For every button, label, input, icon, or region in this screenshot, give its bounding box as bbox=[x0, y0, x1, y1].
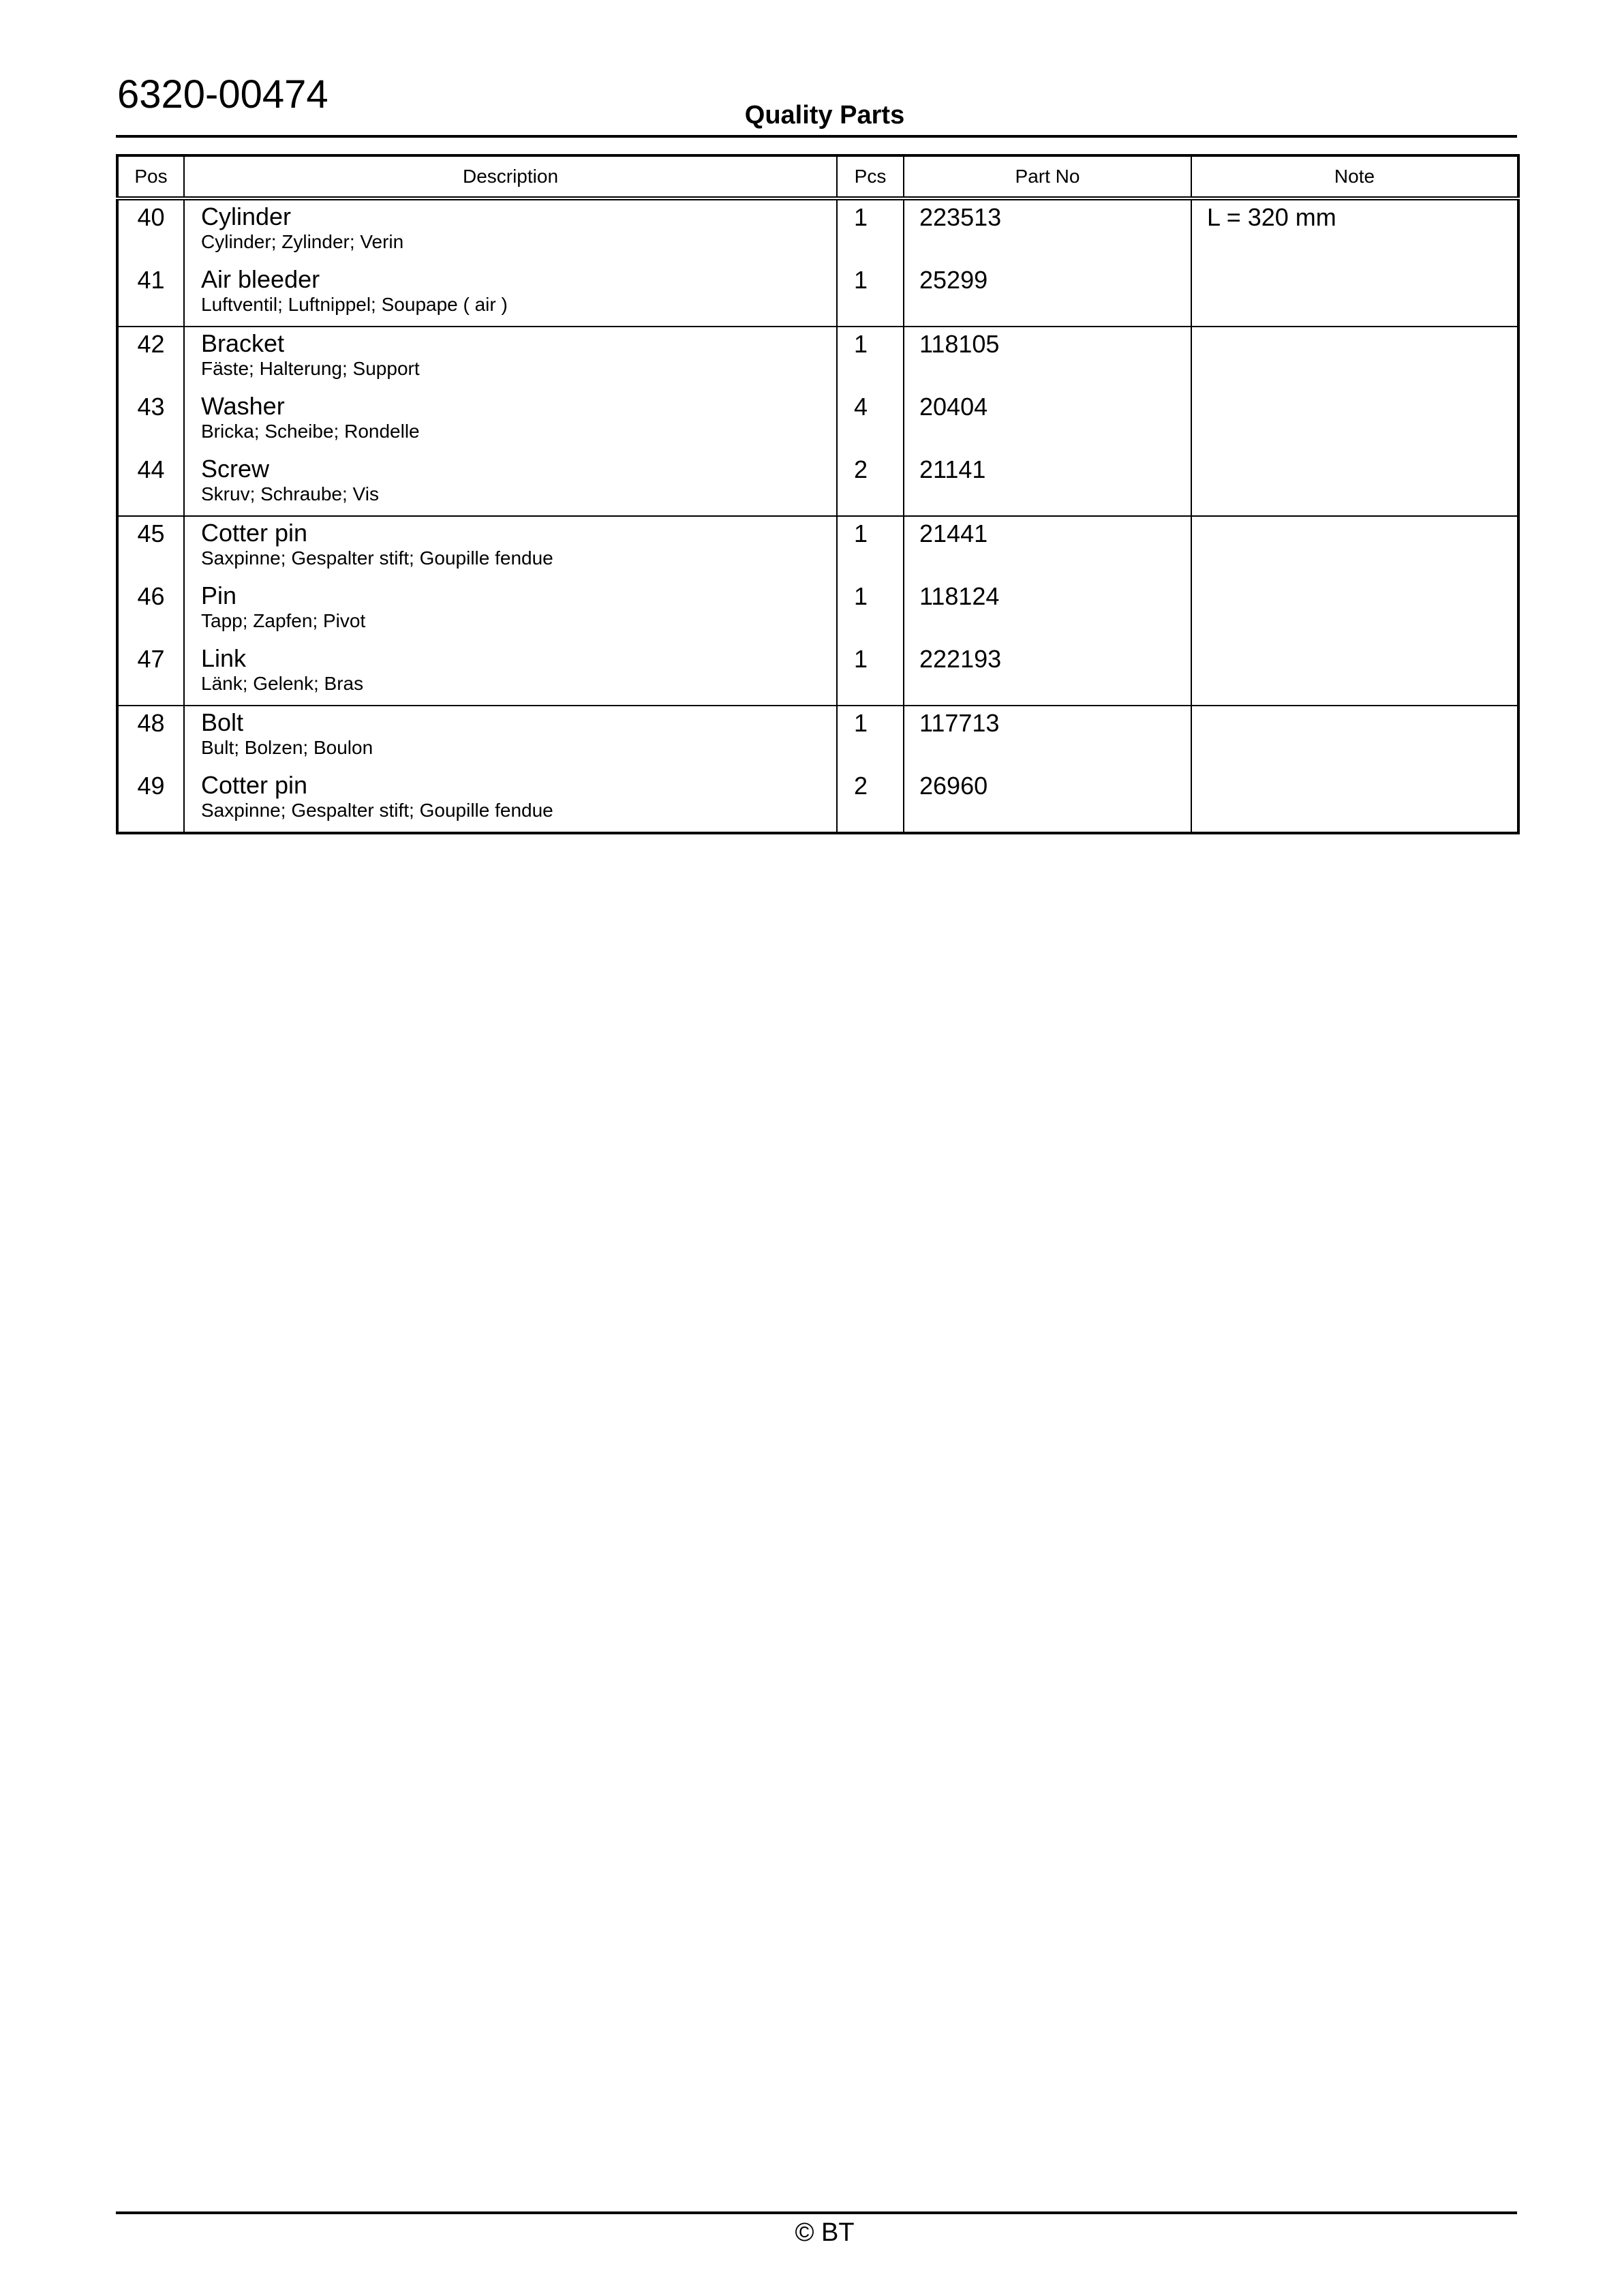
pos-cell bbox=[117, 327, 184, 390]
part-no-cell bbox=[904, 706, 1191, 769]
part-translations: Luftventil; Luftnippel; Soupape ( air ) bbox=[201, 294, 508, 315]
column-header-note: Note bbox=[1191, 155, 1518, 198]
part-no-cell-text: 222193 bbox=[919, 645, 1002, 673]
part-no-cell-text: 118124 bbox=[919, 582, 1000, 610]
part-translations: Bricka; Scheibe; Rondelle bbox=[201, 421, 420, 442]
pcs-cell bbox=[837, 706, 904, 769]
part-no-cell-text: 21441 bbox=[919, 519, 988, 547]
description-cell bbox=[184, 516, 837, 579]
footer-divider bbox=[116, 2211, 1517, 2214]
part-translations: Saxpinne; Gespalter stift; Goupille fendue bbox=[201, 547, 553, 569]
note-cell bbox=[1191, 198, 1518, 263]
pcs-cell-text: 1 bbox=[854, 203, 868, 231]
part-name: Washer bbox=[201, 392, 285, 420]
document-title: Quality Parts bbox=[744, 101, 905, 130]
table-row bbox=[117, 516, 1518, 579]
part-no-cell bbox=[904, 453, 1191, 516]
pcs-cell-text: 4 bbox=[854, 393, 868, 421]
part-no-cell bbox=[904, 642, 1191, 706]
description-cell bbox=[184, 579, 837, 642]
pos-cell-text: 44 bbox=[137, 455, 165, 483]
table-row bbox=[117, 706, 1518, 769]
note-cell bbox=[1191, 769, 1518, 833]
part-name: Screw bbox=[201, 455, 270, 483]
pos-cell bbox=[117, 579, 184, 642]
part-name: Bolt bbox=[201, 708, 244, 736]
pos-cell-text: 41 bbox=[137, 266, 165, 294]
table-row bbox=[117, 579, 1518, 642]
column-header-pcs: Pcs bbox=[837, 155, 904, 198]
pcs-cell-text: 1 bbox=[854, 330, 868, 358]
pos-cell-text: 42 bbox=[137, 330, 165, 358]
part-no-cell bbox=[904, 516, 1191, 579]
part-translations: Skruv; Schraube; Vis bbox=[201, 483, 379, 504]
pos-cell bbox=[117, 516, 184, 579]
part-no-cell bbox=[904, 390, 1191, 453]
part-no-cell-text: 26960 bbox=[919, 772, 988, 800]
pcs-cell-text: 1 bbox=[854, 709, 868, 737]
pcs-cell bbox=[837, 327, 904, 390]
pos-cell bbox=[117, 706, 184, 769]
pcs-cell bbox=[837, 769, 904, 833]
pcs-cell-text: 2 bbox=[854, 455, 868, 483]
part-name: Link bbox=[201, 644, 247, 672]
pcs-cell-text: 1 bbox=[854, 645, 868, 673]
pos-cell bbox=[117, 390, 184, 453]
note-cell bbox=[1191, 453, 1518, 516]
table-row bbox=[117, 769, 1518, 833]
pos-cell bbox=[117, 198, 184, 263]
pcs-cell bbox=[837, 642, 904, 706]
table-row bbox=[117, 198, 1518, 263]
pcs-cell-text: 1 bbox=[854, 519, 868, 547]
part-name: Bracket bbox=[201, 329, 285, 357]
description-cell bbox=[184, 263, 837, 327]
pos-cell-text: 43 bbox=[137, 393, 165, 421]
description-cell bbox=[184, 198, 837, 263]
description-cell bbox=[184, 327, 837, 390]
part-name: Cotter pin bbox=[201, 771, 308, 799]
pcs-cell-text: 1 bbox=[854, 266, 868, 294]
part-no-cell-text: 117713 bbox=[919, 709, 1000, 737]
pcs-cell bbox=[837, 579, 904, 642]
column-header-description: Description bbox=[184, 155, 837, 198]
part-name: Air bleeder bbox=[201, 265, 320, 293]
part-translations: Cylinder; Zylinder; Verin bbox=[201, 231, 404, 252]
part-name: Pin bbox=[201, 581, 237, 609]
column-header-pos: Pos bbox=[117, 155, 184, 198]
pos-cell-text: 47 bbox=[137, 645, 165, 673]
pcs-cell bbox=[837, 198, 904, 263]
description-cell bbox=[184, 453, 837, 516]
note-cell-text: L = 320 mm bbox=[1207, 203, 1336, 231]
table-row bbox=[117, 453, 1518, 516]
part-translations: Fäste; Halterung; Support bbox=[201, 358, 420, 379]
pcs-cell-text: 2 bbox=[854, 772, 868, 800]
part-name: Cotter pin bbox=[201, 519, 308, 547]
table-row bbox=[117, 642, 1518, 706]
description-cell bbox=[184, 642, 837, 706]
pcs-cell bbox=[837, 390, 904, 453]
part-no-cell-text: 25299 bbox=[919, 266, 988, 294]
table-row bbox=[117, 263, 1518, 327]
note-cell bbox=[1191, 263, 1518, 327]
pos-cell-text: 46 bbox=[137, 582, 165, 610]
column-header-part-no: Part No bbox=[904, 155, 1191, 198]
table-row bbox=[117, 390, 1518, 453]
pcs-cell bbox=[837, 516, 904, 579]
copyright-text: © BT bbox=[795, 2218, 855, 2247]
pcs-cell bbox=[837, 263, 904, 327]
part-no-cell-text: 118105 bbox=[919, 330, 1000, 358]
note-cell bbox=[1191, 390, 1518, 453]
part-no-cell bbox=[904, 327, 1191, 390]
pos-cell bbox=[117, 453, 184, 516]
part-translations: Bult; Bolzen; Boulon bbox=[201, 737, 373, 758]
pos-cell-text: 45 bbox=[137, 519, 165, 547]
pos-cell bbox=[117, 642, 184, 706]
table-row bbox=[117, 327, 1518, 390]
pos-cell-text: 49 bbox=[137, 772, 165, 800]
note-cell bbox=[1191, 642, 1518, 706]
description-cell bbox=[184, 390, 837, 453]
part-no-cell-text: 21141 bbox=[919, 455, 986, 483]
part-no-cell-text: 20404 bbox=[919, 393, 988, 421]
pcs-cell-text: 1 bbox=[854, 582, 868, 610]
description-cell bbox=[184, 769, 837, 833]
note-cell bbox=[1191, 516, 1518, 579]
note-cell bbox=[1191, 579, 1518, 642]
part-translations: Saxpinne; Gespalter stift; Goupille fendue bbox=[201, 800, 553, 821]
part-translations: Länk; Gelenk; Bras bbox=[201, 673, 364, 694]
part-translations: Tapp; Zapfen; Pivot bbox=[201, 610, 366, 631]
pos-cell bbox=[117, 769, 184, 833]
pos-cell-text: 40 bbox=[137, 203, 165, 231]
parts-table-body bbox=[117, 198, 1518, 833]
parts-table bbox=[116, 154, 1520, 834]
pcs-cell bbox=[837, 453, 904, 516]
document-number: 6320-00474 bbox=[117, 72, 328, 117]
description-cell bbox=[184, 706, 837, 769]
pos-cell bbox=[117, 263, 184, 327]
header-divider bbox=[116, 135, 1517, 138]
pos-cell-text: 48 bbox=[137, 709, 165, 737]
part-no-cell bbox=[904, 579, 1191, 642]
part-no-cell-text: 223513 bbox=[919, 203, 1002, 231]
part-name: Cylinder bbox=[201, 202, 292, 230]
part-no-cell bbox=[904, 198, 1191, 263]
note-cell bbox=[1191, 706, 1518, 769]
table-header-row bbox=[117, 155, 1518, 198]
note-cell bbox=[1191, 327, 1518, 390]
part-no-cell bbox=[904, 263, 1191, 327]
part-no-cell bbox=[904, 769, 1191, 833]
